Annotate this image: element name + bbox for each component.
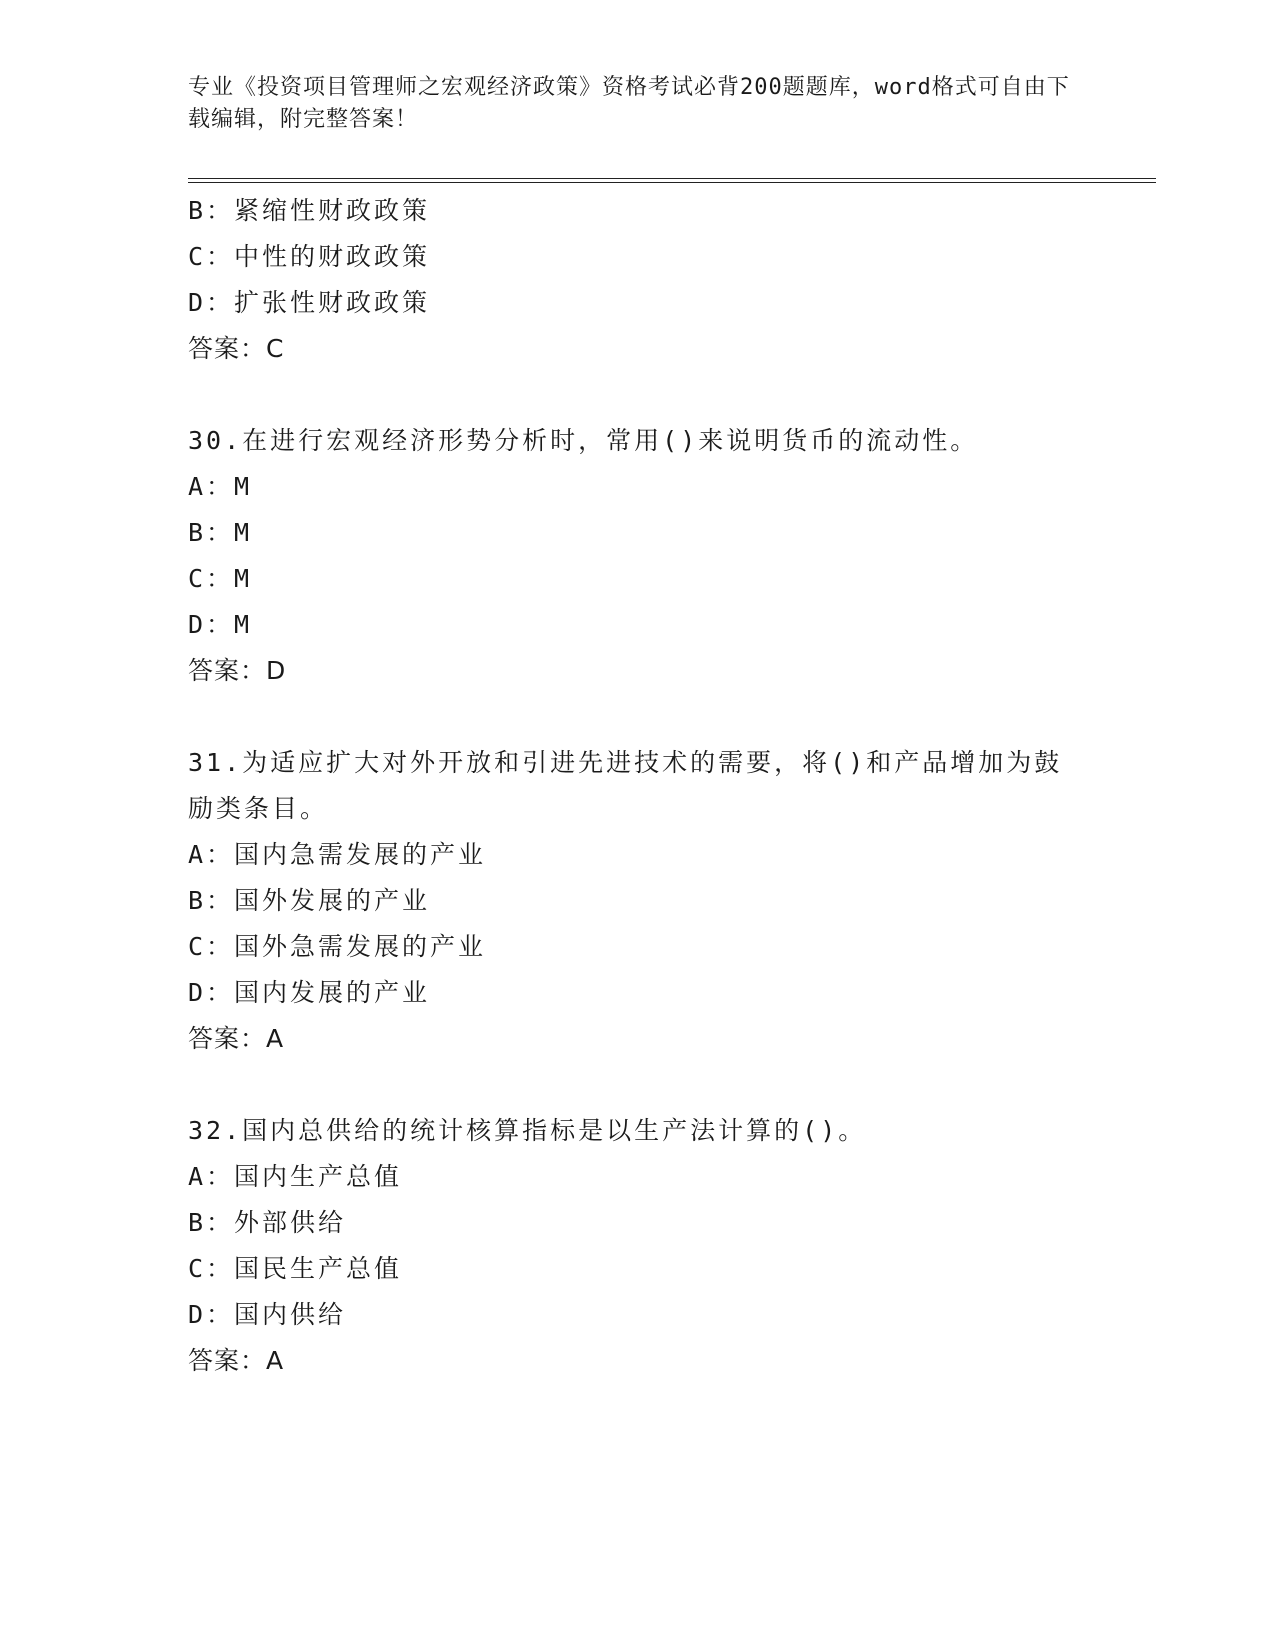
option-a: A：国内生产总值 — [188, 1162, 403, 1191]
option-c: C：中性的财政政策 — [188, 242, 431, 271]
option-c: C：M — [188, 564, 253, 593]
question-block-29 — [188, 188, 1088, 372]
option-d: D：国内供给 — [188, 1300, 347, 1329]
option-b: B：M — [188, 518, 253, 547]
option-d: D：国内发展的产业 — [188, 978, 431, 1007]
page-header: 专业《投资项目管理师之宏观经济政策》资格考试必背200题题库，word格式可自由下载编辑，附完整答案！ — [188, 75, 1070, 132]
question-block-32 — [188, 1108, 1088, 1384]
spacer — [188, 694, 1088, 740]
answer-line: 答案：A — [188, 1346, 285, 1375]
answer-line: 答案：C — [188, 334, 285, 363]
answer-line: 答案：D — [188, 656, 287, 685]
question-text: 31.为适应扩大对外开放和引进先进技术的需要，将()和产品增加为鼓励类条目。 — [188, 748, 1063, 823]
question-block-31 — [188, 740, 1088, 1062]
option-b: B：国外发展的产业 — [188, 886, 431, 915]
option-d: D：M — [188, 610, 253, 639]
spacer — [188, 1062, 1088, 1108]
answer-line: 答案：A — [188, 1024, 285, 1053]
option-b: B：外部供给 — [188, 1208, 347, 1237]
option-b: B：紧缩性财政政策 — [188, 196, 431, 225]
question-text: 30.在进行宏观经济形势分析时，常用()来说明货币的流动性。 — [188, 426, 979, 455]
document-body — [188, 188, 1088, 1384]
option-d: D：扩张性财政政策 — [188, 288, 431, 317]
question-text: 32.国内总供给的统计核算指标是以生产法计算的()。 — [188, 1116, 867, 1145]
question-block-30 — [188, 418, 1088, 694]
spacer — [188, 372, 1088, 418]
option-c: C：国民生产总值 — [188, 1254, 403, 1283]
option-c: C：国外急需发展的产业 — [188, 932, 487, 961]
header-divider — [188, 178, 1156, 183]
option-a: A：国内急需发展的产业 — [188, 840, 487, 869]
option-a: A：M — [188, 472, 253, 501]
